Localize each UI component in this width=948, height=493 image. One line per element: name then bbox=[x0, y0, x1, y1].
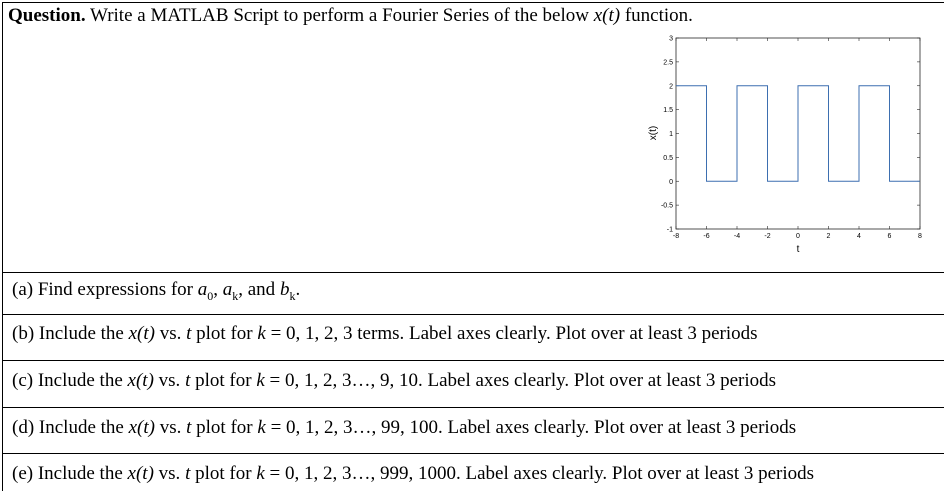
x-tick-label: -8 bbox=[672, 233, 680, 240]
x-tick-label: 6 bbox=[887, 233, 892, 240]
question-body: Write a MATLAB Script to perform a Fourier Series of the below bbox=[90, 5, 594, 26]
part-e-xt: x(t) bbox=[127, 463, 154, 484]
part-e-vs: vs. bbox=[153, 463, 186, 484]
coef-ak-sub: k bbox=[232, 288, 239, 303]
part-b-plotfor: plot for bbox=[191, 323, 258, 344]
part-c-vs: vs. bbox=[153, 370, 186, 391]
divider bbox=[2, 314, 944, 315]
x-tick-label: -4 bbox=[733, 233, 741, 240]
part-b-label: (b) Include the bbox=[12, 323, 129, 344]
question-tail: function. bbox=[620, 5, 693, 26]
part-e bbox=[12, 462, 814, 486]
part-e-k: k bbox=[256, 463, 265, 484]
part-a-label: (a) Find expressions for bbox=[12, 279, 198, 300]
part-b bbox=[12, 322, 758, 346]
y-tick-label: 3 bbox=[669, 35, 673, 43]
x-tick-label: 0 bbox=[796, 233, 800, 240]
y-tick-label: -1 bbox=[666, 226, 673, 234]
part-d-xt: x(t) bbox=[128, 417, 155, 438]
part-c-xt: x(t) bbox=[127, 370, 154, 391]
square-wave-chart bbox=[636, 30, 932, 260]
part-b-vs: vs. bbox=[154, 323, 187, 344]
coef-bk-sub: k bbox=[289, 288, 296, 303]
coef-ak: a bbox=[222, 279, 233, 300]
y-tick-label: 2 bbox=[669, 83, 673, 91]
part-e-label: (e) Include the bbox=[12, 463, 128, 484]
y-tick-label: -0.5 bbox=[660, 202, 673, 210]
x-tick-label: 4 bbox=[857, 233, 861, 240]
coef-bk: b bbox=[279, 279, 290, 300]
y-tick-label: 1 bbox=[669, 131, 673, 138]
question-function: x(t) bbox=[593, 5, 621, 26]
y-tick-label: 0 bbox=[669, 178, 673, 186]
part-d-label: (d) Include the bbox=[12, 417, 129, 438]
divider bbox=[2, 272, 944, 273]
y-tick-label: 2.5 bbox=[663, 59, 673, 67]
part-c bbox=[12, 369, 776, 393]
part-e-plotfor: plot for bbox=[190, 463, 257, 484]
y-ticks bbox=[661, 36, 920, 234]
part-b-rest: = 0, 1, 2, 3 terms. Label axes clearly. Plot over at least 3 periods bbox=[265, 323, 758, 344]
part-e-rest: = 0, 1, 2, 3…, 999, 1000. Label axes clearly. Plot over at least 3 periods bbox=[264, 463, 815, 484]
coef-a0: a bbox=[197, 279, 208, 300]
x-tick-label: -6 bbox=[703, 233, 710, 240]
part-b-t: t bbox=[186, 323, 192, 344]
part-c-plotfor: plot for bbox=[190, 370, 257, 391]
y-tick-label: 1.5 bbox=[663, 107, 673, 115]
x-ticks bbox=[673, 38, 922, 240]
part-e-t: t bbox=[185, 463, 191, 484]
part-d-plotfor: plot for bbox=[191, 417, 258, 438]
x-tick-label: 2 bbox=[826, 233, 831, 240]
part-c-rest: = 0, 1, 2, 3…, 9, 10. Label axes clearly. Plot over at least 3 periods bbox=[264, 370, 777, 391]
part-c-k: k bbox=[256, 370, 265, 391]
x-tick-label: 8 bbox=[918, 233, 922, 240]
divider bbox=[2, 360, 944, 361]
x-axis-label: t bbox=[796, 244, 800, 255]
part-b-k: k bbox=[257, 323, 266, 344]
y-axis-label: x(t) bbox=[648, 125, 659, 141]
part-c-label: (c) Include the bbox=[12, 370, 128, 391]
series-line bbox=[676, 86, 920, 182]
part-d-k: k bbox=[257, 417, 266, 438]
question-lead: Question. bbox=[8, 5, 86, 26]
divider bbox=[2, 407, 944, 408]
sep1: , bbox=[213, 279, 223, 300]
part-d-vs: vs. bbox=[154, 417, 187, 438]
x-tick-label: -2 bbox=[764, 233, 771, 240]
sep2: , and bbox=[238, 279, 280, 300]
part-d bbox=[12, 416, 796, 440]
chart-svg bbox=[636, 30, 932, 260]
part-a-end: . bbox=[295, 279, 301, 300]
coef-a0-sub: 0 bbox=[207, 288, 214, 303]
part-c-t: t bbox=[185, 370, 191, 391]
y-tick-label: 0.5 bbox=[663, 154, 673, 162]
part-b-xt: x(t) bbox=[128, 323, 155, 344]
question-text bbox=[8, 4, 693, 28]
part-d-t: t bbox=[186, 417, 192, 438]
part-d-rest: = 0, 1, 2, 3…, 99, 100. Label axes clearly. Plot over at least 3 periods bbox=[265, 417, 797, 438]
part-a bbox=[12, 278, 300, 308]
divider bbox=[2, 453, 944, 454]
